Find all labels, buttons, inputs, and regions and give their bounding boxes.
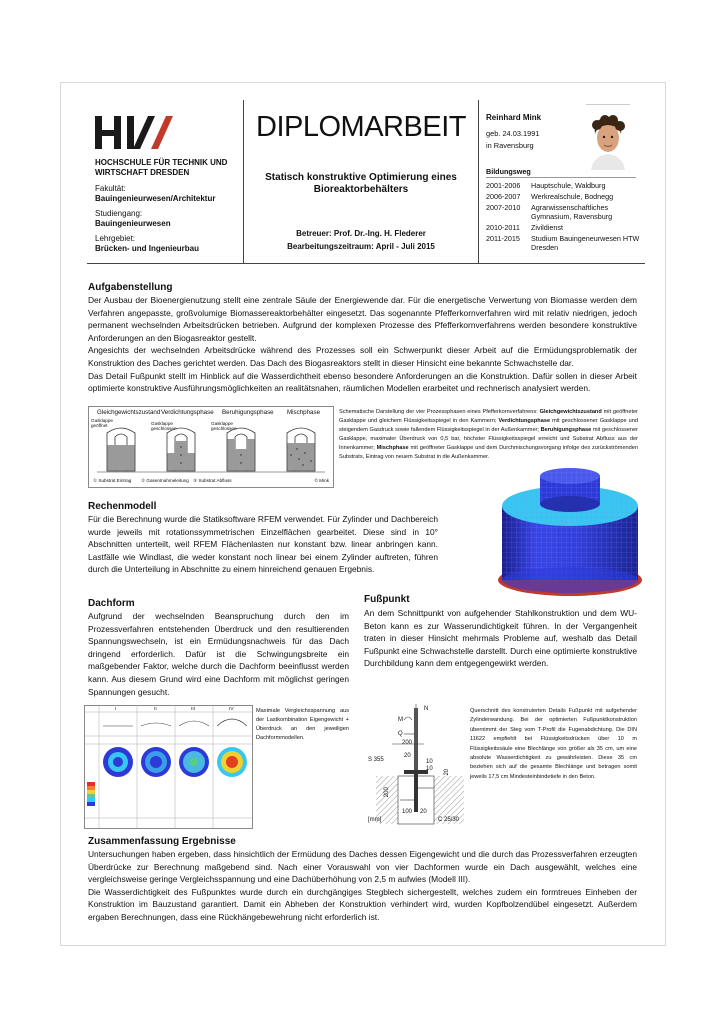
valve-label: Gasklappe geschlossen — [211, 421, 237, 431]
drawing-label: 20 — [444, 768, 451, 776]
caption-phase: Verdichtungsphase — [498, 418, 551, 425]
valve-label: Gasklappe geschlossen — [151, 421, 177, 431]
bildungsweg-entry — [486, 181, 642, 190]
caption-text: mit geöffneter Gasklappe und dem Durchmischungsvorgang infolge des zurückströmenden Substrats, Eintrag von neuem Substrat in die Außenkammer. — [339, 445, 638, 461]
caption-text: mit geschlossener Gasklappe und steigendem Gasdruck sowie fallendem Flüssigkeitsspiegel in der Außenkammer; — [339, 418, 638, 434]
entry-years: 2010-2011 — [486, 223, 520, 232]
legend-item: ③ Substrat Abfluss — [193, 477, 232, 483]
drawing-label: 10 — [426, 766, 433, 772]
caption-phase: Gleichgewichtszustand — [539, 409, 602, 415]
betreuer: Betreuer: Prof. Dr.-Ing. H. Flederer — [296, 229, 426, 238]
bildungsweg-rule — [486, 177, 636, 178]
phase-label: Mischphase — [287, 409, 321, 416]
zusammenfassung-p1: Untersuchungen haben ergeben, dass hinsichtlich der Ermüdung des Daches dessen Eigengewicht und die durch das Prozessverfahren erzeugten Überdrücke zur Berechnung maßgebend sind. Nach einer Vorauswahl von vier Dachformen wurde ein Dach ausgewählt, welches eine vergleichsweise geringe Vergleichsspannung und eine Dachüberhöhung von 2,5 m aufwies (Modell III). — [88, 849, 637, 885]
drawing-label: 200 — [383, 787, 390, 798]
zusammenfassung-text — [88, 848, 637, 924]
entry-years: 2011-2015 — [486, 234, 520, 243]
author-birth: geb. 24.03.1991 — [486, 129, 540, 138]
fusspunkt-title: Fußpunkt — [364, 594, 410, 605]
doc-type-title: DIPLOMARBEIT — [256, 111, 466, 143]
drawing-label: 20 — [420, 809, 427, 815]
legend-item: © Mink — [314, 477, 329, 483]
htw-logo — [93, 114, 185, 152]
studiengang-value: Bauingenieurwesen — [95, 219, 171, 228]
entry-text: Werkrealschule, Bodnegg — [531, 192, 614, 201]
legend-item: ① Substrat Eintrag — [93, 477, 132, 483]
drawing-label: Q — [398, 731, 403, 737]
fusspunkt-caption: Querschnitt des konstruierten Details Fußpunkt mit aufgehender Zylinderwandung. Bei der optimierten Fußpunktkonstruktion übernimmt der Steg vom T-Profil die Fugenabdichtung. Die DIN 11622 empfiehlt bei Flüssigkeitsdrücken über 10 m Flüssigkeitssäule eine Blechlänge von größer als 35 cm, um eine absolute Wasserdichtigkeit zu gewährleisten. Diese 35 cm beziehen sich auf die gesamte Blechlänge und betragen somit jeweils 17,5 cm Mindesteinbindetiefe in den Beton. — [470, 708, 637, 780]
dachform-stress-plots — [85, 706, 252, 828]
valve-label: Gasklappe geöffnet — [91, 418, 113, 428]
header-divider-left — [243, 100, 244, 263]
model-label: IV — [229, 707, 234, 712]
bildungsweg-list — [486, 181, 642, 252]
entry-years: 2006-2007 — [486, 192, 521, 201]
zusammenfassung-p2: Die Wasserdichtigkeit des Fußpunktes wurde durch ein durchgängiges Stegblech sichergestellt, welches zudem ein formtreues Einheben der Konstruktion im Bauzustand garantiert. Damit ein Abheben der Konstruktion verhindert wird, wurden Kopfbolzendübel eingesetzt. Außerdem ergaben Berechnungen, dass eine Rückhängebewehrung nicht erforderlich ist. — [88, 886, 637, 922]
fusspunkt-section — [364, 704, 464, 828]
fe-model-render — [496, 462, 646, 600]
entry-text: Zivildienst — [531, 223, 563, 232]
bildungsweg-entry — [486, 192, 642, 201]
drawing-label: 10 — [426, 759, 433, 765]
drawing-label: C 25/30 — [438, 817, 460, 823]
drawing-label: M — [398, 717, 403, 723]
drawing-label: [mm] — [368, 817, 382, 823]
author-photo — [583, 108, 633, 170]
zusammenfassung-title: Zusammenfassung Ergebnisse — [88, 836, 236, 847]
lehrgebiet-value: Brücken- und Ingenieurbau — [95, 244, 200, 253]
bildungsweg-entry — [486, 234, 642, 252]
aufgabenstellung-p1: Der Ausbau der Bioenergienutzung stellt eine zentrale Säule der Energiewende dar. Für die energetische Verwertung von Biomasse werden dem Verfahren angepasste, großvolumige Biomassereaktorbehälter eingesetzt. Das sogenannte Pfefferkornverfahren wird mit relativ niedrigen, jedoch permanent wechselnden Arbeitsdrücken betrieben. Aufgrund der komplexen Prozesse des Pfefferkornverfahrens werden besondere konstruktive Anforderungen an den Biogasreaktor gestellt. — [88, 295, 637, 343]
lehrgebiet-label: Lehrgebiet: — [95, 234, 136, 243]
studiengang-label: Studiengang: — [95, 209, 143, 218]
dachform-text: Aufgrund der wechselnden Beanspruchung durch den im Prozessverfahren entstehenden Überdruck und den resultierenden Spannungswechseln, ist ein Ermüdungsnachweis für das Dach dringend erforderlich. Dafür ist die Schwingungsbreite ein maßgebender Faktor, welche durch die Dachform beeinflusst werden kann. Aus diesem Grund wird eine Dachform mit möglichst geringen Spannungen gesucht. — [88, 611, 349, 697]
model-label: III — [191, 707, 195, 712]
entry-years: 2001-2006 — [486, 181, 521, 190]
bildungsweg-title: Bildungsweg — [486, 167, 531, 176]
aufgabenstellung-title: Aufgabenstellung — [88, 282, 173, 293]
drawing-label: 200 — [402, 740, 413, 746]
fusspunkt-drawing — [364, 704, 464, 828]
fusspunkt-text: An dem Schnittpunkt von aufgehender Stahlkonstruktion und dem WU-Beton kann es zur Wasserundichtigkeit führen. In der Vergangenheit traten in dieser Hinsicht mehrmals Probleme auf, weshalb das Detail Fußpunkt eine Schwachstelle darstellt. Durch eine optimierte konstruktive Durchbildung kann dem entgegengewirkt werden. — [364, 608, 637, 669]
author-birthplace: in Ravensburg — [486, 141, 534, 150]
aufgabenstellung-p2: Angesichts der wechselnden Arbeitsdrücke während des Prozesses soll ein Schwerpunkt dieser Arbeit auf die Ermüdungsproblematik der Konstruktion des Daches gerichtet werden. Das Dach des Biogasreaktors stellt in dieser Hinsicht eine bekannte Schwachstelle dar. — [88, 345, 637, 368]
dachform-caption: Maximale Vergleichsspannung aus der Lastkombination Eigengewicht + Überdruck an den jeweiligen Dachformmodellen. — [256, 708, 349, 741]
phase-label: Verdichtungsphase — [161, 409, 214, 416]
caption-text: mit geschlossener Gasklappe, maximaler Überdruck von 0,5 bar, höchster Flüssigkeitsspiegel erreicht und Substrat Abfluss aus der Innenkammer; — [339, 427, 639, 452]
aufgabenstellung-text — [88, 294, 637, 395]
thesis-title: Statisch konstruktive Optimierung eines Bioreaktorbehälters — [265, 172, 457, 195]
entry-text: Hauptschule, Waldburg — [531, 181, 606, 190]
entry-text: Agrarwissenschaftliches Gymnasium, Ravensburg — [531, 203, 613, 221]
reactor-schematics — [89, 417, 333, 475]
drawing-label: 20 — [404, 753, 411, 759]
drawing-label: S 355 — [368, 757, 384, 763]
dachform-results-figure — [84, 705, 253, 829]
aufgabenstellung-p3: Das Detail Fußpunkt stellt im Hinblick auf die Wasserdichtheit ebenso besondere Anforderungen an die Konstruktion. Dafür sollen in dieser Arbeit optimierte konstruktive Ausführungsmöglichkeiten an realitätsnahen, räumlichen Modellen erarbeitet und rechnerisch analysiert werden. — [88, 370, 637, 394]
bildungsweg-entry — [486, 203, 642, 221]
drawing-label: 100 — [402, 809, 413, 815]
legend-item: ② Gasentnahmeleitung — [141, 477, 189, 483]
caption-text: mit geöffneter Gasklappe und gleichem Flüssigkeitsspiegel in den Kammern; — [339, 409, 638, 425]
rechenmodell-title: Rechenmodell — [88, 501, 157, 512]
drawing-label: N — [424, 706, 429, 712]
rechenmodell-text: Für die Berechnung wurde die Statiksoftware RFEM verwendet. Für Zylinder und Dachbereich wurde jeweils mit rotationssymmetrischen Einzelflächen gearbeitet. Diese sind in 10° Abschnitten unterteilt, weil RFEM Flächenlasten nur konstant bzw. linear anbringen kann. Lastfälle wie Windlast, die weder konstant noch linear bei einem Zylinder auftreten, führen durch die Unterteilung in Abschnitte zu einem hinreichend genauen Ergebnis. — [88, 514, 438, 575]
fakultaet-value: Bauingenieurwesen/Architektur — [95, 194, 216, 203]
entry-years: 2007-2010 — [486, 203, 521, 212]
header-divider-right — [478, 100, 479, 263]
caption-phase: Mischphase — [376, 445, 409, 452]
model-label: I — [115, 707, 117, 712]
dachform-title: Dachform — [88, 598, 135, 609]
bildungsweg-entry — [486, 223, 642, 232]
caption-phase: Beruhigungsphase — [540, 427, 592, 434]
institution-name: HOCHSCHULE FÜR TECHNIK UND WIRTSCHAFT DRESDEN — [95, 158, 228, 177]
process-phases-figure — [88, 406, 334, 488]
model-label: II — [154, 707, 157, 712]
entry-text: Studium Bauingeneurwesen HTW Dresden — [531, 234, 640, 252]
caption-text: Schematische Darstellung der vier Prozessphasen eines Pfefferkornverfahrens: — [339, 409, 540, 415]
fakultaet-label: Fakultät: — [95, 184, 126, 193]
photo-line — [586, 104, 630, 105]
phase-label: Gleichgewichtszustand — [97, 409, 161, 416]
bearbeitungszeitraum: Bearbeitungszeitraum: April - Juli 2015 — [287, 242, 435, 251]
author-name: Reinhard Mink — [486, 113, 542, 122]
phase-label: Beruhigungsphase — [222, 409, 274, 416]
process-caption — [339, 408, 638, 463]
